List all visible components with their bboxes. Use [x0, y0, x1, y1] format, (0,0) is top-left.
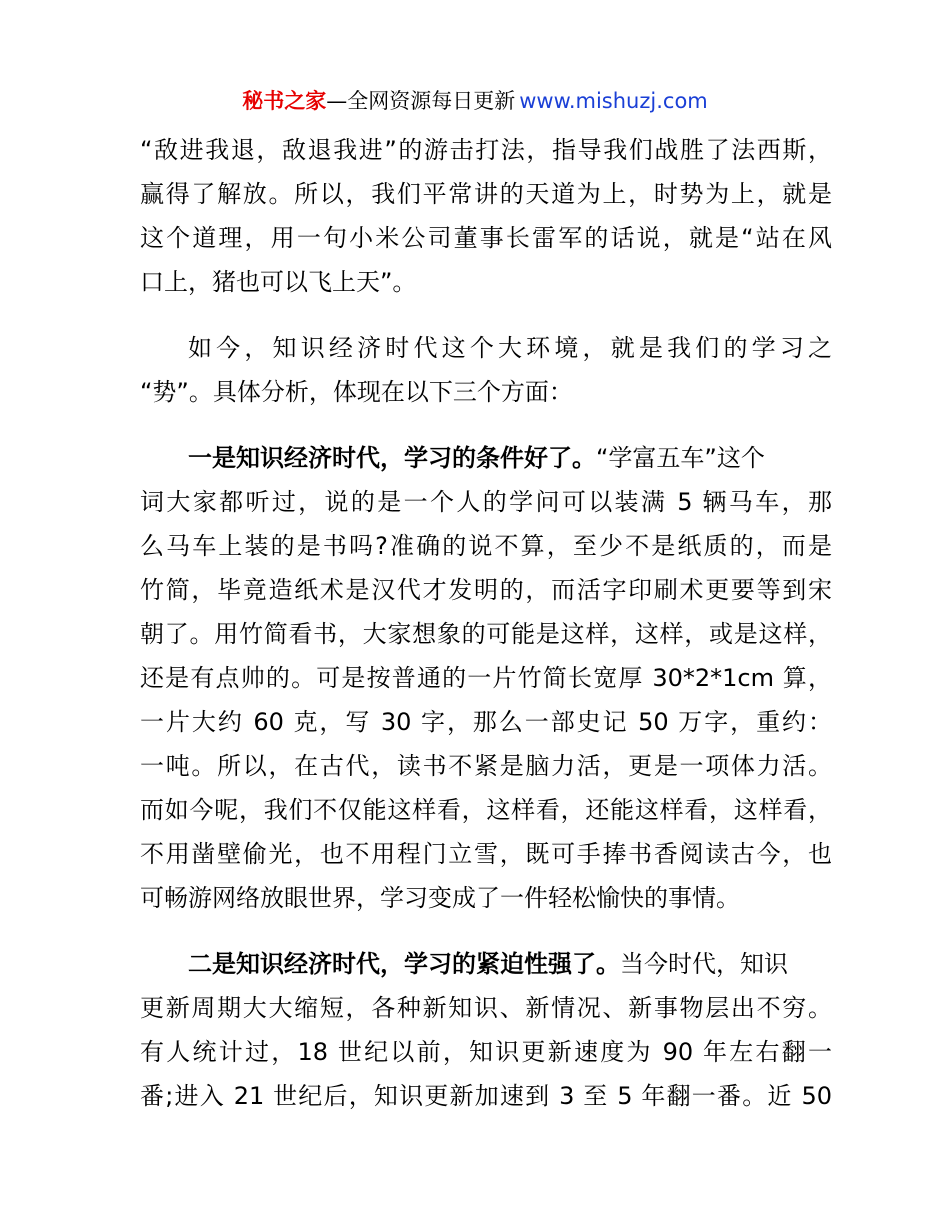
text-line: “敌进我退，敌退我进”的游击打法，指导我们战胜了法西斯，	[140, 136, 832, 164]
site-url-link[interactable]: www.mishuzj.com	[519, 89, 708, 113]
text-line: 么马车上装的是书吗?准确的说不算，至少不是纸质的，而是	[140, 532, 832, 560]
paragraph-lead-line	[140, 436, 832, 480]
paragraph	[140, 326, 832, 414]
text-line: 有人统计过，18 世纪以前，知识更新速度为 90 年左右翻一	[140, 1038, 832, 1066]
paragraph	[140, 436, 832, 920]
text-line: 而如今呢，我们不仅能这样看，这样看，还能这样看，这样看，	[140, 796, 832, 824]
text-line: 如今，知识经济时代这个大环境，就是我们的学习之	[188, 334, 832, 362]
text-line: 词大家都听过，说的是一个人的学问可以装满 5 辆马车，那	[140, 488, 832, 516]
text-line: 还是有点帅的。可是按普通的一片竹简长宽厚 30*2*1cm 算，	[140, 664, 832, 692]
text-line: 更新周期大大缩短，各种新知识、新情况、新事物层出不穷。	[140, 994, 832, 1022]
paragraph	[140, 128, 832, 304]
text-line: 一吨。所以，在古代，读书不紧是脑力活，更是一项体力活。	[140, 752, 832, 780]
paragraph-lead-rest: “学富五车”这个	[596, 444, 765, 472]
paragraph	[140, 942, 832, 1118]
text-line: 可畅游网络放眼世界，学习变成了一件轻松愉快的事情。	[140, 884, 740, 912]
page-header	[0, 86, 950, 116]
text-line: 朝了。用竹简看书，大家想象的可能是这样，这样，或是这样，	[140, 620, 832, 648]
text-line: 口上，猪也可以飞上天”。	[140, 268, 417, 296]
paragraph-lead-line	[140, 942, 832, 986]
paragraph-lead-heading: 二是知识经济时代，学习的紧迫性强了。	[188, 950, 620, 978]
text-line: 竹简，毕竟造纸术是汉代才发明的，而活字印刷术更要等到宋	[140, 576, 832, 604]
paragraph-lead-rest: 当今时代，知识	[620, 950, 788, 978]
text-line: 赢得了解放。所以，我们平常讲的天道为上，时势为上，就是	[140, 180, 832, 208]
text-line: 番;进入 21 世纪后，知识更新加速到 3 至 5 年翻一番。近 50	[140, 1082, 832, 1110]
paragraph-lead-heading: 一是知识经济时代，学习的条件好了。	[188, 444, 596, 472]
text-line: 不用凿壁偷光，也不用程门立雪，既可手捧书香阅读古今，也	[140, 840, 832, 868]
site-tagline: —全网资源每日更新	[326, 89, 516, 113]
document-body	[140, 128, 832, 1118]
text-line: 一片大约 60 克，写 30 字，那么一部史记 50 万字，重约：	[140, 708, 832, 736]
text-line: 这个道理，用一句小米公司董事长雷军的话说，就是“站在风	[140, 224, 832, 252]
text-line: “势”。具体分析，体现在以下三个方面：	[140, 378, 573, 406]
site-brand: 秘书之家	[242, 89, 327, 113]
